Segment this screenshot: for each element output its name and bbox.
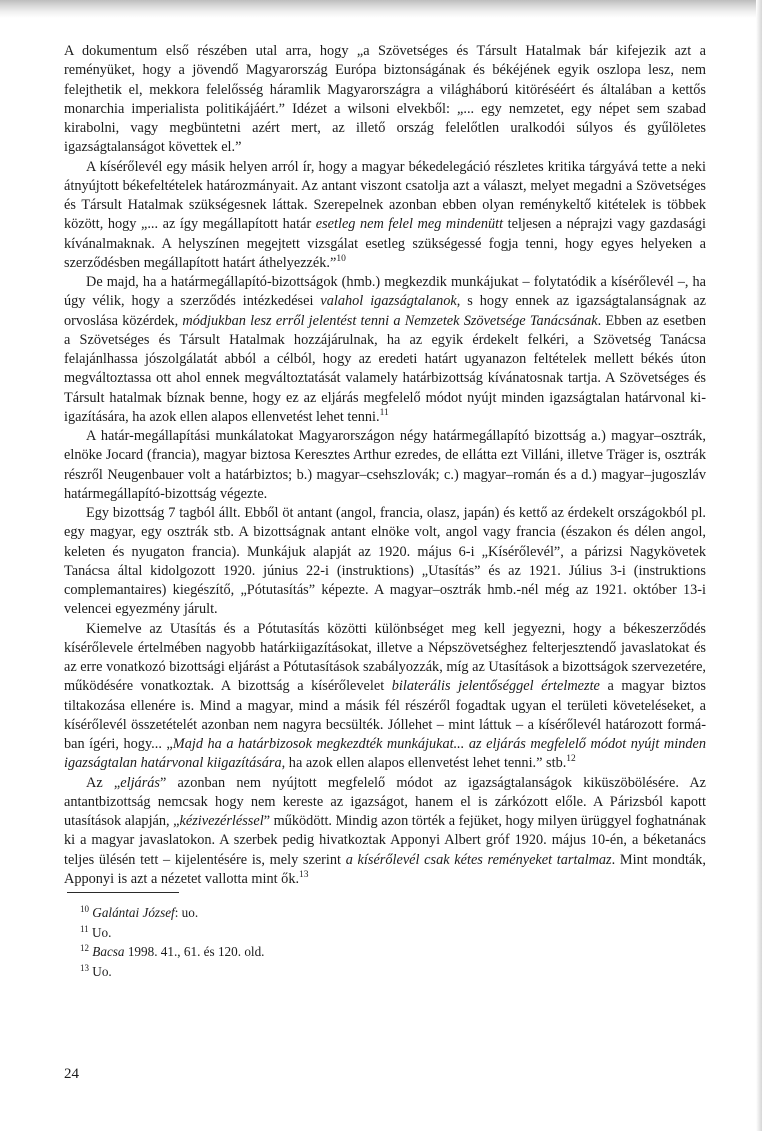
text-run: A dokumentum első részében utal arra, hogy „a Szövetséges és Társult Hatalmak bár kifejezik azt a reményüket, hogy a jövendő Magyarország Európa biztonságának és békéjének egyik oszlopa lesz, nem felejthetik el, mekkora felelősség háramlik Magyarországra a világháború kitöréséért és általában a kettős monarchia imperialista politikájáért.” Idézet a wilsoni elvekből: „... egy nemzetet, egy népet sem szabad kirabolni, vagy megbüntetni azért mert, az illető ország felelőtlen uralkodói súlyos és gyűlöletes igazságtalanságot követtek el.”: [64, 43, 706, 156]
paragraph-6: [64, 620, 706, 774]
italic-text-run: esetleg nem felel meg mindenütt: [315, 216, 504, 233]
italic-text-run: kézivezérléssel: [179, 813, 264, 829]
footnote-number: 13: [80, 962, 89, 973]
paragraph-4: [64, 427, 706, 504]
italic-text-run: módjukban lesz erről jelentést tenni a Nemzetek Szövetsége Tanácsának: [182, 312, 598, 329]
italic-text-run: Galántai József: [92, 905, 175, 920]
italic-text-run: Majd ha a határbizosok megkezdték munkájukat... az eljárás megfelelő módot nyújt minden igazságtalan határvonal kiigazítására: [64, 736, 707, 772]
footnote-number: 12: [80, 943, 89, 954]
footnote-reference: 13: [299, 869, 309, 880]
footnote-number: 11: [80, 923, 89, 934]
text-run: Az „: [86, 774, 121, 791]
paragraph-1: [64, 42, 706, 158]
footnote-11: [80, 923, 480, 943]
italic-text-run: eljárás: [120, 774, 160, 791]
text-run: Uo.: [91, 924, 112, 940]
footnote-12: [80, 942, 480, 962]
scan-edge-top: [0, 0, 762, 18]
italic-text-run: valahol igazságtalanok: [320, 293, 457, 310]
text-run: teljesen a néprajzi vagy gazdasági kívánalmaknak. A helyszínen megejtett vizsgálat esetleg szükségessé fogja tenni, hogy egyes helyeken a szerződésben megállapított határt áthelyezzék.”: [64, 216, 707, 271]
paragraph-7: [64, 774, 706, 890]
italic-text-run: bilaterális jelentőséggel értelmezte: [391, 678, 600, 695]
text-run: , ha azok ellen alapos ellenvetést lehet tenni.” stb.: [281, 755, 567, 772]
footnote-10: [80, 903, 480, 923]
text-run: A kísérőlevél egy másik helyen arról ír, hogy a magyar békedelegáció részletes kritika tárgyává tette a neki átnyújtott békefeltételek határozmányait. Az antant viszont csatolja azt a választ, melyet megadni a Szövetséges és Társult Hatalmak szükségesnek láttak. Szerepelnek azonban ebben olyan reménykeltő kitételek is többek között, hogy „... az így megállapított határ: [64, 158, 706, 233]
footnotes: [80, 903, 480, 981]
text-run: 1998. 41., 61. és 120. old.: [124, 944, 265, 960]
text-run: Egy bizottság 7 tagból állt. Ebből öt antant (angol, francia, olasz, japán) és kettő az érdekelt országokból pl. egy magyar, egy osztrák stb. A bizottságnak antant elnöke volt, angol vagy francia (északon és délen angol, keleten és nyugaton francia). Munkájuk alapját az 1920. május 6-i „Kísérőlevél”, a párizsi Nagykövetek Tanácsa által kidolgozott 1920. június 22-i (instruktions) „Utasítás” és az 1921. Július 3-i (instruktions complemantaires) kiegészítő, „Pótutasítás” képezte. A magyar–osztrák hmb.-nél még az 1921. október 13-i velencei egyezmény járult.: [64, 505, 706, 618]
text-run: Kiemelve az Utasítás és a Pótutasítás közötti különbséget meg kell jegyezni, hogy a békeszerződés kísérőlevele értelmében nagyobb határkiigazításokat, illetve a Népszövetséghez felterjesztendő javaslatokat és az erre vonatkozó bizottsági eljárást a Pótutasítások szabályozzák, míg az Utasítások a bizottságok szervezetére, működésére vonatkoztak. A bizottság a kísérőlevelet: [64, 620, 706, 695]
paragraph-5: [64, 504, 706, 620]
text-run: , s hogy ennek az igazságtalanságnak az orvoslása közérdek,: [64, 293, 706, 329]
paragraph-2: [64, 158, 706, 274]
page-number: 24: [64, 1066, 79, 1082]
footnote-13: [80, 962, 480, 982]
text-run: A határ-megállapítási munkálatokat Magyarországon négy határmegállapító bizottság a.) magyar–osztrák, elnöke Jocard (francia), magyar biztosa Keresztes Arthur ezredes, de ellátta ezt Villáni, illetve Träger is, osztrák részről Neugenbauer volt a határbiztos; b.) magyar–csehszlovák; c.) magyar–román és a d.) magyar–jugoszláv határmegállapító-bizottság végezte.: [64, 428, 706, 502]
text-run: Uo.: [92, 963, 112, 979]
footnote-reference: 10: [336, 253, 346, 264]
italic-text-run: a kísérőlevél csak kétes reményeket tartalmaz: [345, 851, 612, 868]
text-run: . Mint mondták, Apponyi is azt a nézetet vallotta mint ők.: [64, 851, 706, 887]
footnote-reference: 11: [379, 407, 389, 418]
text-run: ” működött. Mindig azon törték a fejüket, hogy milyen ürüggyel foghatnának ki a magyar javaslatokon. A szerbek pedig hivatkoztak Apponyi Albert gróf 1920. május 10-én, a béketanács teljes ülésén tett – kijelentésére is, mely szerint: [64, 813, 706, 868]
footnote-separator: [67, 892, 179, 893]
paragraph-3: [64, 273, 706, 427]
text-run: a magyar biztos tiltakozása ellenére is. Mind a magyar, mind a másik fél részéről fogadtak ugyan el területi követeléseket, a kísérőlevél összetételét azonban nem nagyra becsülték. Jóllehet – mint láttuk – a kísérőlevél határozott formában ígéri, hogy... „: [64, 678, 707, 752]
body-text: [64, 42, 706, 889]
text-run: ” azonban nem nyújtott megfelelő módot az igazságtalanságok kiküszöbölésére. Az antantbizottság nemcsak hogy nem kereste az igazságot, hanem el is zárkózott előle. A Párizsból kapott utasítások alapján, „: [64, 774, 707, 829]
italic-text-run: Bacsa: [92, 944, 125, 960]
scan-edge-right: [756, 0, 762, 1131]
footnote-reference: 12: [566, 754, 576, 765]
text-run: De majd, ha a határmegállapító-bizottságok (hmb.) megkezdik munkájukat – folytatódik a kísérőlevél –, ha úgy vélik, hogy a szerződés intézkedései: [64, 274, 706, 310]
text-run: . Ebben az esetben a Szövetséges és Társult Hatalmak hozzájárulnak, ha az egyik érdekelt felkéri, a Szövetség Tanácsa felajánlhassa jószolgálatát abból a célból, hogy az eredeti határt ugyanazon feltételek mellett békés úton megváltoztassa ott ahol ennek megváltoztatását valamely határbizottság kívánatosnak tartja. A Szövetséges és Társult hatalmak bíznak benne, hogy ez az eljárás megfelelő módot nyújt minden igazságtalan határvonal kiigazítására, ha azok ellen alapos ellenvetést lehet tenni.: [64, 312, 706, 425]
text-run: : uo.: [174, 905, 199, 920]
footnote-number: 10: [80, 904, 89, 914]
